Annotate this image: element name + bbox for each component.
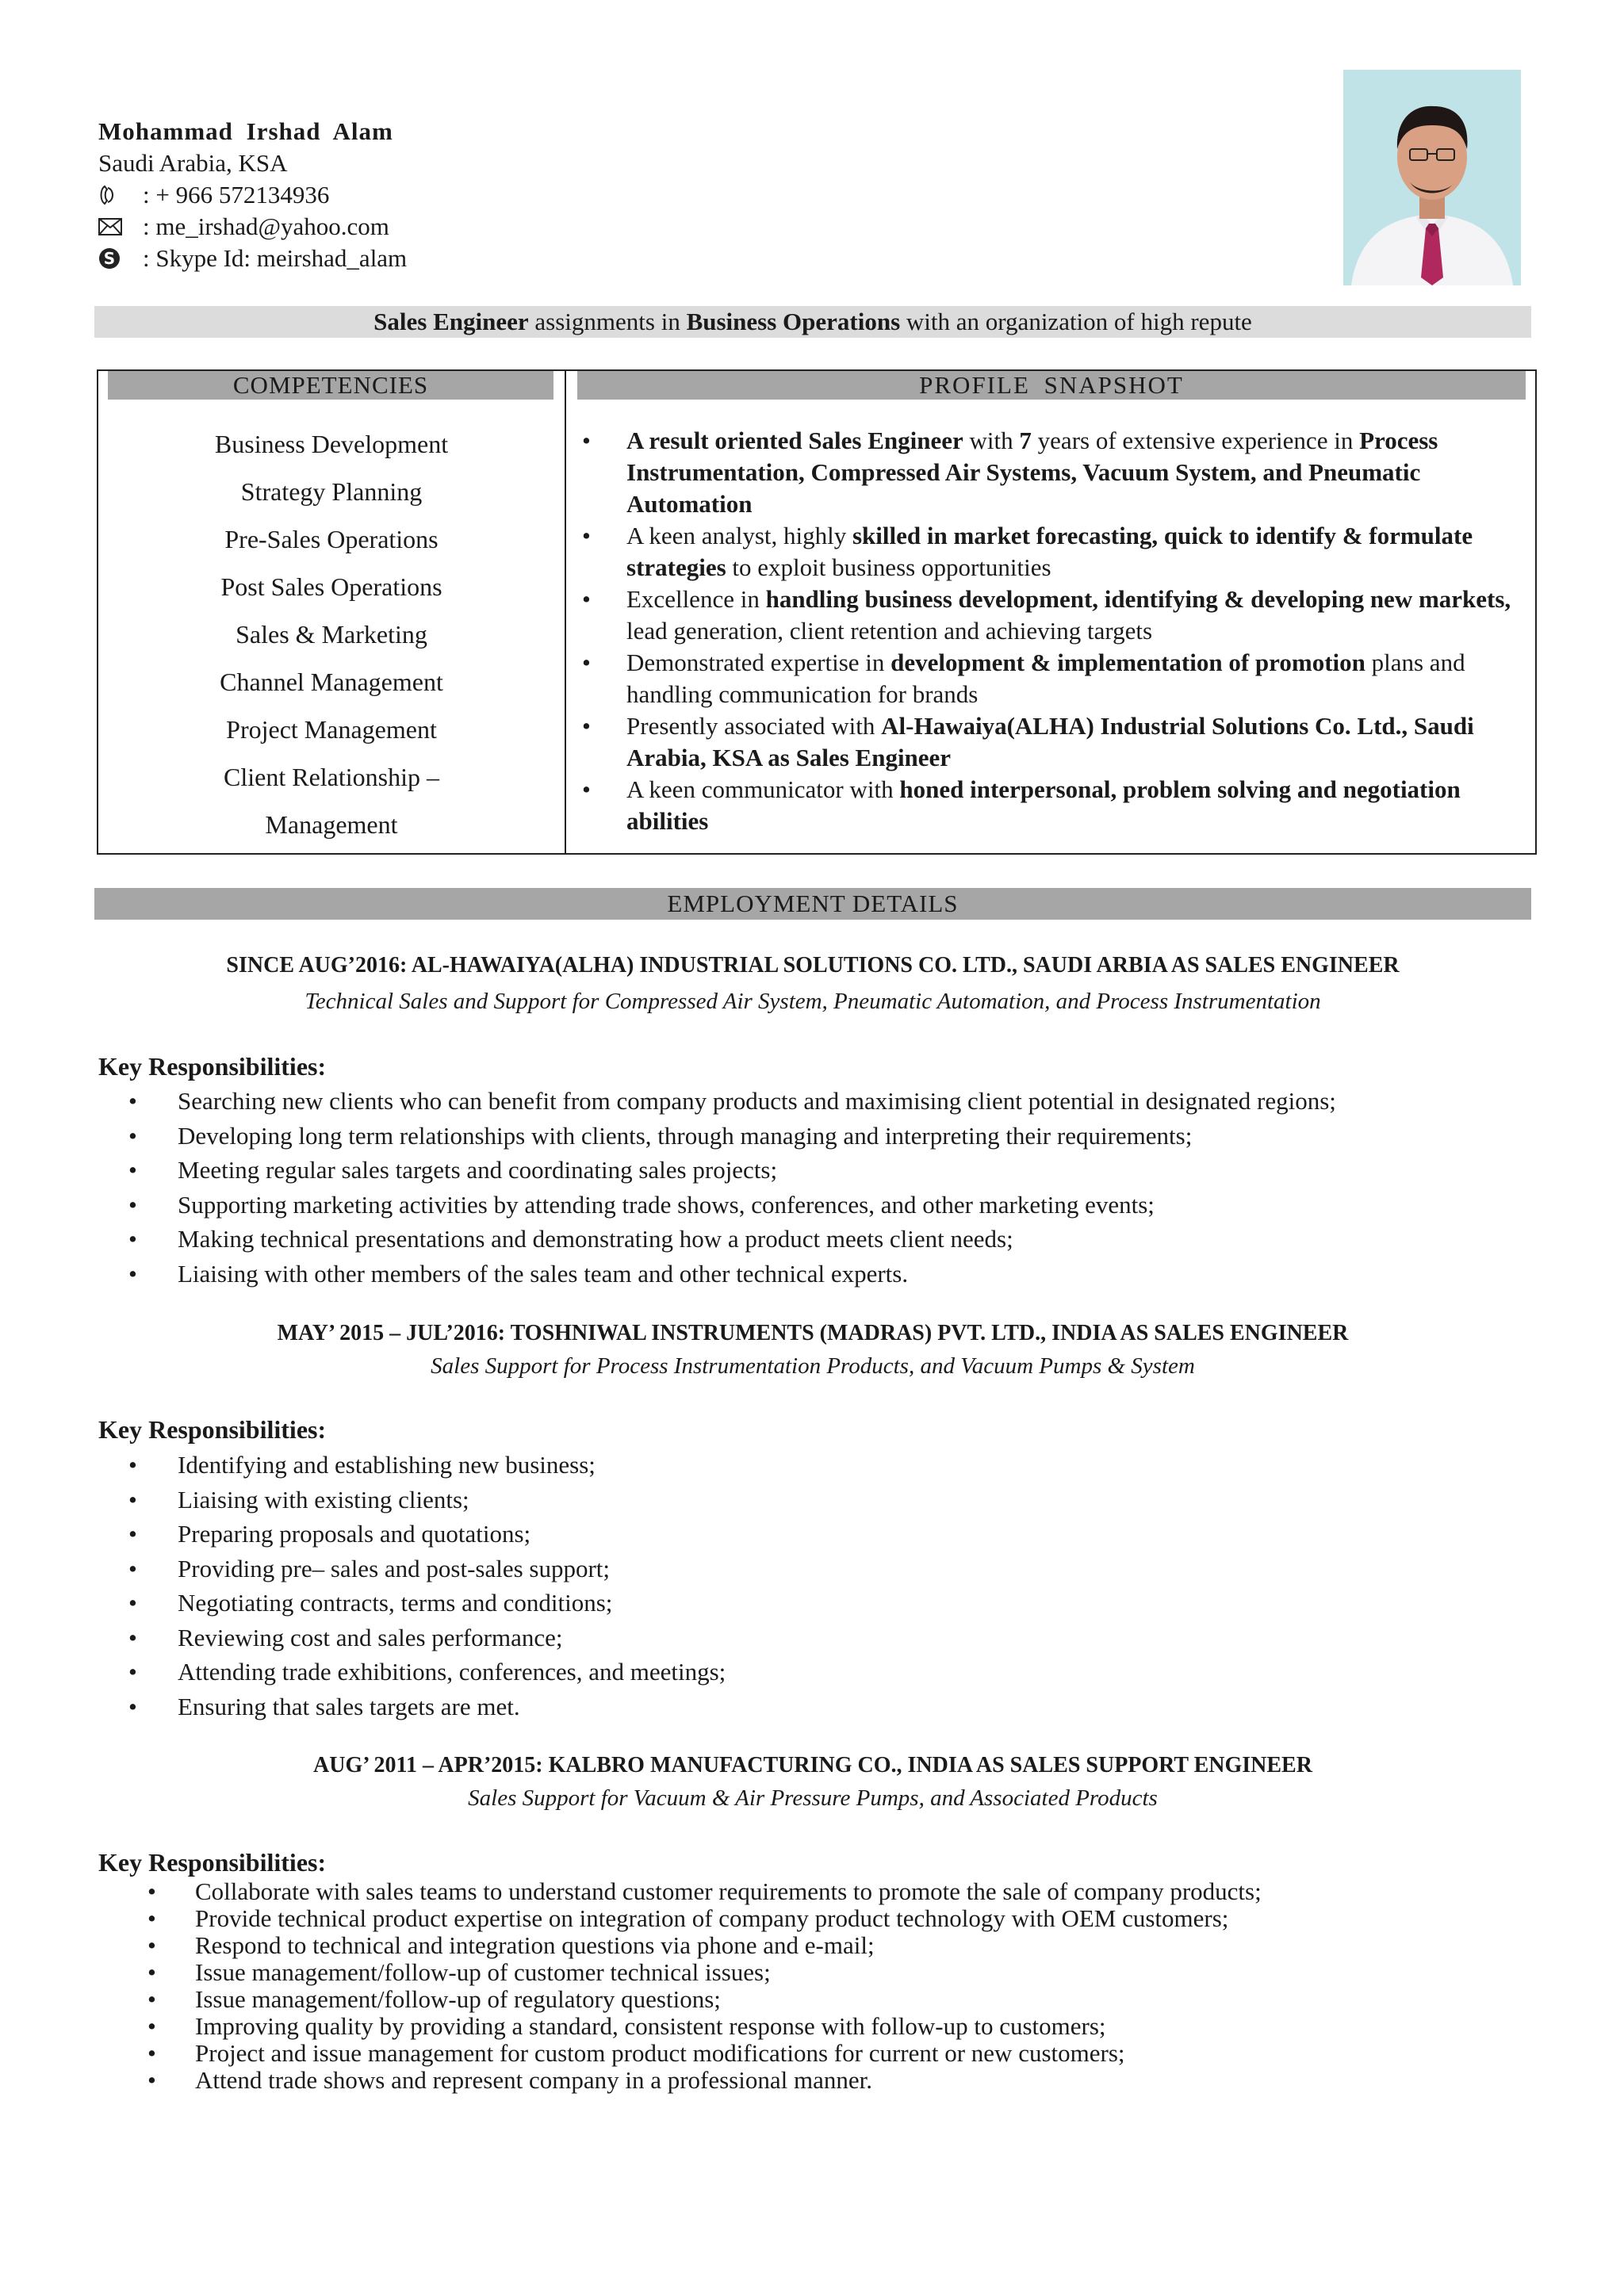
objective-text-1: assignments in (528, 308, 687, 335)
employment-heading: EMPLOYMENT DETAILS (94, 888, 1531, 920)
profile-item-text: plans and handling communication for brands (626, 649, 1465, 708)
profile-photo (1343, 70, 1521, 285)
competency-item: Sales & Marketing (236, 620, 427, 649)
key-responsibilities-label: Key Responsibilities: (98, 1848, 327, 1877)
profile-item (577, 774, 1526, 837)
profile-item-bold: skilled in market forecasting, quick to identify & formulate strategies (626, 522, 1473, 581)
responsibility-item: • Making technical presentations and demonstrating how a product meets client needs; (127, 1222, 1554, 1257)
job-subtitle: Sales Support for Vacuum & Air Pressure Pumps, and Associated Products (468, 1785, 1158, 1811)
profile-item-bold: A result oriented Sales Engineer (626, 427, 963, 454)
competency-item: Business Development (214, 430, 449, 458)
responsibility-item: • Project and issue management for custom product modifications for current or new customers; (127, 2040, 1554, 2067)
competency-item: Client Relationship – (224, 763, 439, 791)
profile-item-text: to exploit business opportunities (726, 553, 1051, 581)
profile-item-text: A keen analyst, highly (626, 522, 852, 549)
phone-number: : + 966 572134936 (143, 181, 330, 209)
responsibility-item: • Attend trade shows and represent company in a professional manner. (127, 2067, 1554, 2094)
responsibility-item: • Liaising with existing clients; (127, 1483, 1554, 1517)
objective-text-2: with an organization of high repute (900, 308, 1252, 335)
competency-item: Pre-Sales Operations (224, 525, 439, 553)
responsibility-item: • Supporting marketing activities by attending trade shows, conferences, and other marketing events; (127, 1188, 1554, 1223)
email-address: : me_irshad@yahoo.com (143, 212, 389, 240)
responsibility-item: • Issue management/follow-up of regulatory questions; (127, 1986, 1554, 2013)
profile-item-text: Presently associated with (626, 712, 882, 740)
contact-block (98, 116, 1050, 274)
skype-id: : Skype Id: meirshad_alam (143, 244, 408, 272)
competency-item: Post Sales Operations (220, 572, 442, 601)
responsibilities-list (127, 1084, 1554, 1291)
competencies-list (98, 428, 565, 856)
profile-item-text: Excellence in (626, 585, 766, 613)
profile-item-bold: handling business development, identifying & developing new markets, (765, 585, 1511, 613)
competencies-heading: COMPETENCIES (108, 371, 553, 400)
job-subtitle: Technical Sales and Support for Compressed Air System, Pneumatic Automation, and Process Instrumentation (304, 989, 1321, 1014)
responsibility-item: • Liaising with other members of the sales team and other technical experts. (127, 1257, 1554, 1292)
responsibilities-list (127, 1878, 1554, 2094)
responsibilities-list (127, 1448, 1554, 1724)
job-title: MAY’ 2015 – JUL’2016: TOSHNIWAL INSTRUMENTS (MADRAS) PVT. LTD., INDIA AS SALES ENGINEER (277, 1321, 1349, 1345)
profile-snapshot-list (577, 425, 1526, 837)
profile-snapshot-heading: PROFILE SNAPSHOT (577, 371, 1526, 400)
responsibility-item: • Improving quality by providing a standard, consistent response with follow-up to customers; (127, 2013, 1554, 2040)
profile-item (577, 425, 1526, 520)
profile-item-bold: Process Instrumentation, Compressed Air Systems, Vacuum System, and Pneumatic Automation (626, 427, 1438, 518)
competency-item: Management (265, 810, 398, 839)
responsibility-item: • Providing pre– sales and post-sales support; (127, 1552, 1554, 1586)
email-line (98, 211, 1050, 243)
responsibility-item: • Attending trade exhibitions, conferences, and meetings; (127, 1655, 1554, 1689)
job-subtitle: Sales Support for Process Instrumentation Products, and Vacuum Pumps & System (431, 1353, 1195, 1379)
responsibility-item: • Issue management/follow-up of customer technical issues; (127, 1959, 1554, 1986)
svg-text:S: S (103, 249, 116, 268)
key-responsibilities-label: Key Responsibilities: (98, 1415, 327, 1444)
column-divider (565, 371, 566, 853)
objective-role: Sales Engineer (373, 308, 529, 335)
profile-item-text: years of extensive experience in (1031, 427, 1360, 454)
responsibility-item: • Provide technical product expertise on integration of company product technology with OEM customers; (127, 1905, 1554, 1932)
profile-item-text: with (963, 427, 1020, 454)
responsibility-item: • Reviewing cost and sales performance; (127, 1621, 1554, 1655)
profile-item-text: Demonstrated expertise in (626, 649, 891, 676)
profile-item-bold: Al-Hawaiya(ALHA) Industrial Solutions Co. Ltd., Saudi Arabia, KSA as Sales Engineer (626, 712, 1474, 771)
phone-icon (98, 183, 127, 207)
profile-item-bold: development & implementation of promotion (891, 649, 1365, 676)
profile-item-bold: 7 (1019, 427, 1032, 454)
responsibility-item: • Meeting regular sales targets and coordinating sales projects; (127, 1153, 1554, 1188)
candidate-name: Mohammad Irshad Alam (98, 117, 393, 145)
responsibility-item: • Collaborate with sales teams to understand customer requirements to promote the sale of company products; (127, 1878, 1554, 1905)
job-title: AUG’ 2011 – APR’2015: KALBRO MANUFACTURING CO., INDIA AS SALES SUPPORT ENGINEER (313, 1753, 1312, 1777)
responsibility-item: • Respond to technical and integration questions via phone and e-mail; (127, 1932, 1554, 1959)
profile-item-text: lead generation, client retention and achieving targets (626, 617, 1153, 645)
profile-item (577, 520, 1526, 584)
competency-item: Strategy Planning (240, 477, 423, 506)
responsibility-item: • Searching new clients who can benefit from company products and maximising client potential in designated regions; (127, 1084, 1554, 1119)
objective-area: Business Operations (686, 308, 901, 335)
profile-item-bold: honed interpersonal, problem solving and negotiation abilities (626, 775, 1461, 835)
responsibility-item: • Negotiating contracts, terms and conditions; (127, 1586, 1554, 1621)
profile-item (577, 584, 1526, 647)
profile-item (577, 647, 1526, 710)
competency-item: Project Management (226, 715, 437, 744)
skype-icon (98, 247, 127, 270)
competency-item: Channel Management (220, 668, 443, 696)
responsibility-item: • Preparing proposals and quotations; (127, 1517, 1554, 1552)
envelope-icon (98, 215, 127, 239)
responsibility-item: • Ensuring that sales targets are met. (127, 1689, 1554, 1724)
profile-item-text: A keen communicator with (626, 775, 900, 803)
location: Saudi Arabia, KSA (98, 149, 288, 177)
profile-item (577, 710, 1526, 774)
responsibility-item: • Identifying and establishing new business; (127, 1448, 1554, 1483)
skype-line (98, 243, 1050, 274)
responsibility-item: • Developing long term relationships with clients, through managing and interpreting their requirements; (127, 1119, 1554, 1154)
key-responsibilities-label: Key Responsibilities: (98, 1052, 327, 1081)
job-title: SINCE AUG’2016: AL-HAWAIYA(ALHA) INDUSTRIAL SOLUTIONS CO. LTD., SAUDI ARBIA AS SALES ENGINEER (226, 953, 1400, 978)
competencies-profile-box (97, 369, 1537, 855)
phone-line (98, 179, 1050, 211)
objective-banner (94, 306, 1531, 338)
